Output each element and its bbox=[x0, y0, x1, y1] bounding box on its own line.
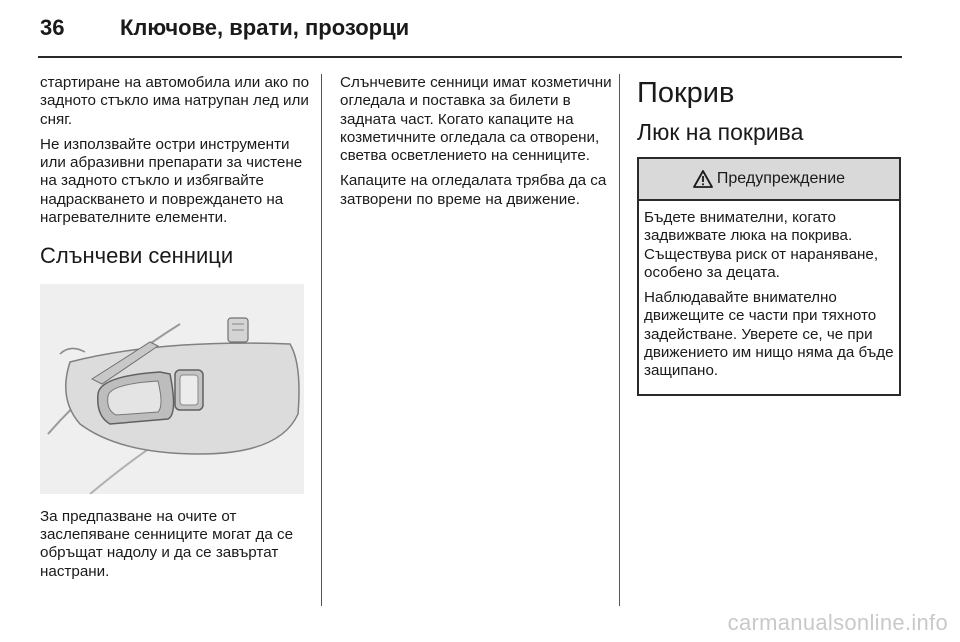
paragraph-sun-visor-use: За предпазване на очите от заслепяване сенниците могат да се обръщат надолу и да се завъртат настрани. bbox=[40, 507, 294, 580]
page-number: 36 bbox=[40, 15, 65, 40]
subsection-title-sunroof: Люк на покрива bbox=[637, 119, 804, 145]
warning-body bbox=[639, 201, 899, 394]
column-1 bbox=[40, 74, 310, 588]
watermark: carmanualsonline.info bbox=[727, 610, 948, 635]
column-2 bbox=[340, 74, 612, 216]
sun-visor-illustration bbox=[40, 284, 304, 494]
paragraph-rear-window-care: Не използвайте остри инструменти или абразивни препарати за чистене на задното стъкло и избягвайте надраскването и повреждането на нагревателните елементи. bbox=[40, 135, 303, 227]
warning-title: Предупреждение bbox=[716, 169, 846, 187]
paragraph-vanity-mirrors: Слънчевите сенници имат козметични огледала и поставка за билети в задната част. Когато капаците на козметичните огледала са отворени, светва осветлението на сенниците. bbox=[340, 74, 612, 165]
paragraph-mirror-covers: Капаците на огледалата трябва да са затворени по време на движение. bbox=[340, 172, 607, 208]
warning-paragraph-1: Бъдете внимателни, когато задвижвате люка на покрива. Съществува риск от нараняване, особено за децата. bbox=[644, 209, 879, 281]
warning-triangle-icon bbox=[693, 170, 713, 188]
warning-paragraph-2: Наблюдавайте внимателно движещите се части при тяхното задействане. Уверете се, че при движението им нищо няма да бъде защипано. bbox=[644, 289, 894, 380]
section-title-roof: Покрив bbox=[637, 77, 735, 109]
page-header-title: Ключове, врати, прозорци bbox=[120, 15, 410, 40]
warning-box bbox=[637, 157, 901, 396]
column-divider-1 bbox=[321, 74, 322, 606]
header-divider bbox=[38, 56, 902, 58]
column-3 bbox=[637, 74, 905, 396]
warning-header bbox=[639, 159, 899, 201]
paragraph-defroster-end: стартиране на автомобила или ако по задното стъкло има натрупан лед или сняг. bbox=[40, 74, 310, 128]
column-divider-2 bbox=[619, 74, 620, 606]
section-title-sun-visors: Слънчеви сенници bbox=[40, 243, 234, 269]
